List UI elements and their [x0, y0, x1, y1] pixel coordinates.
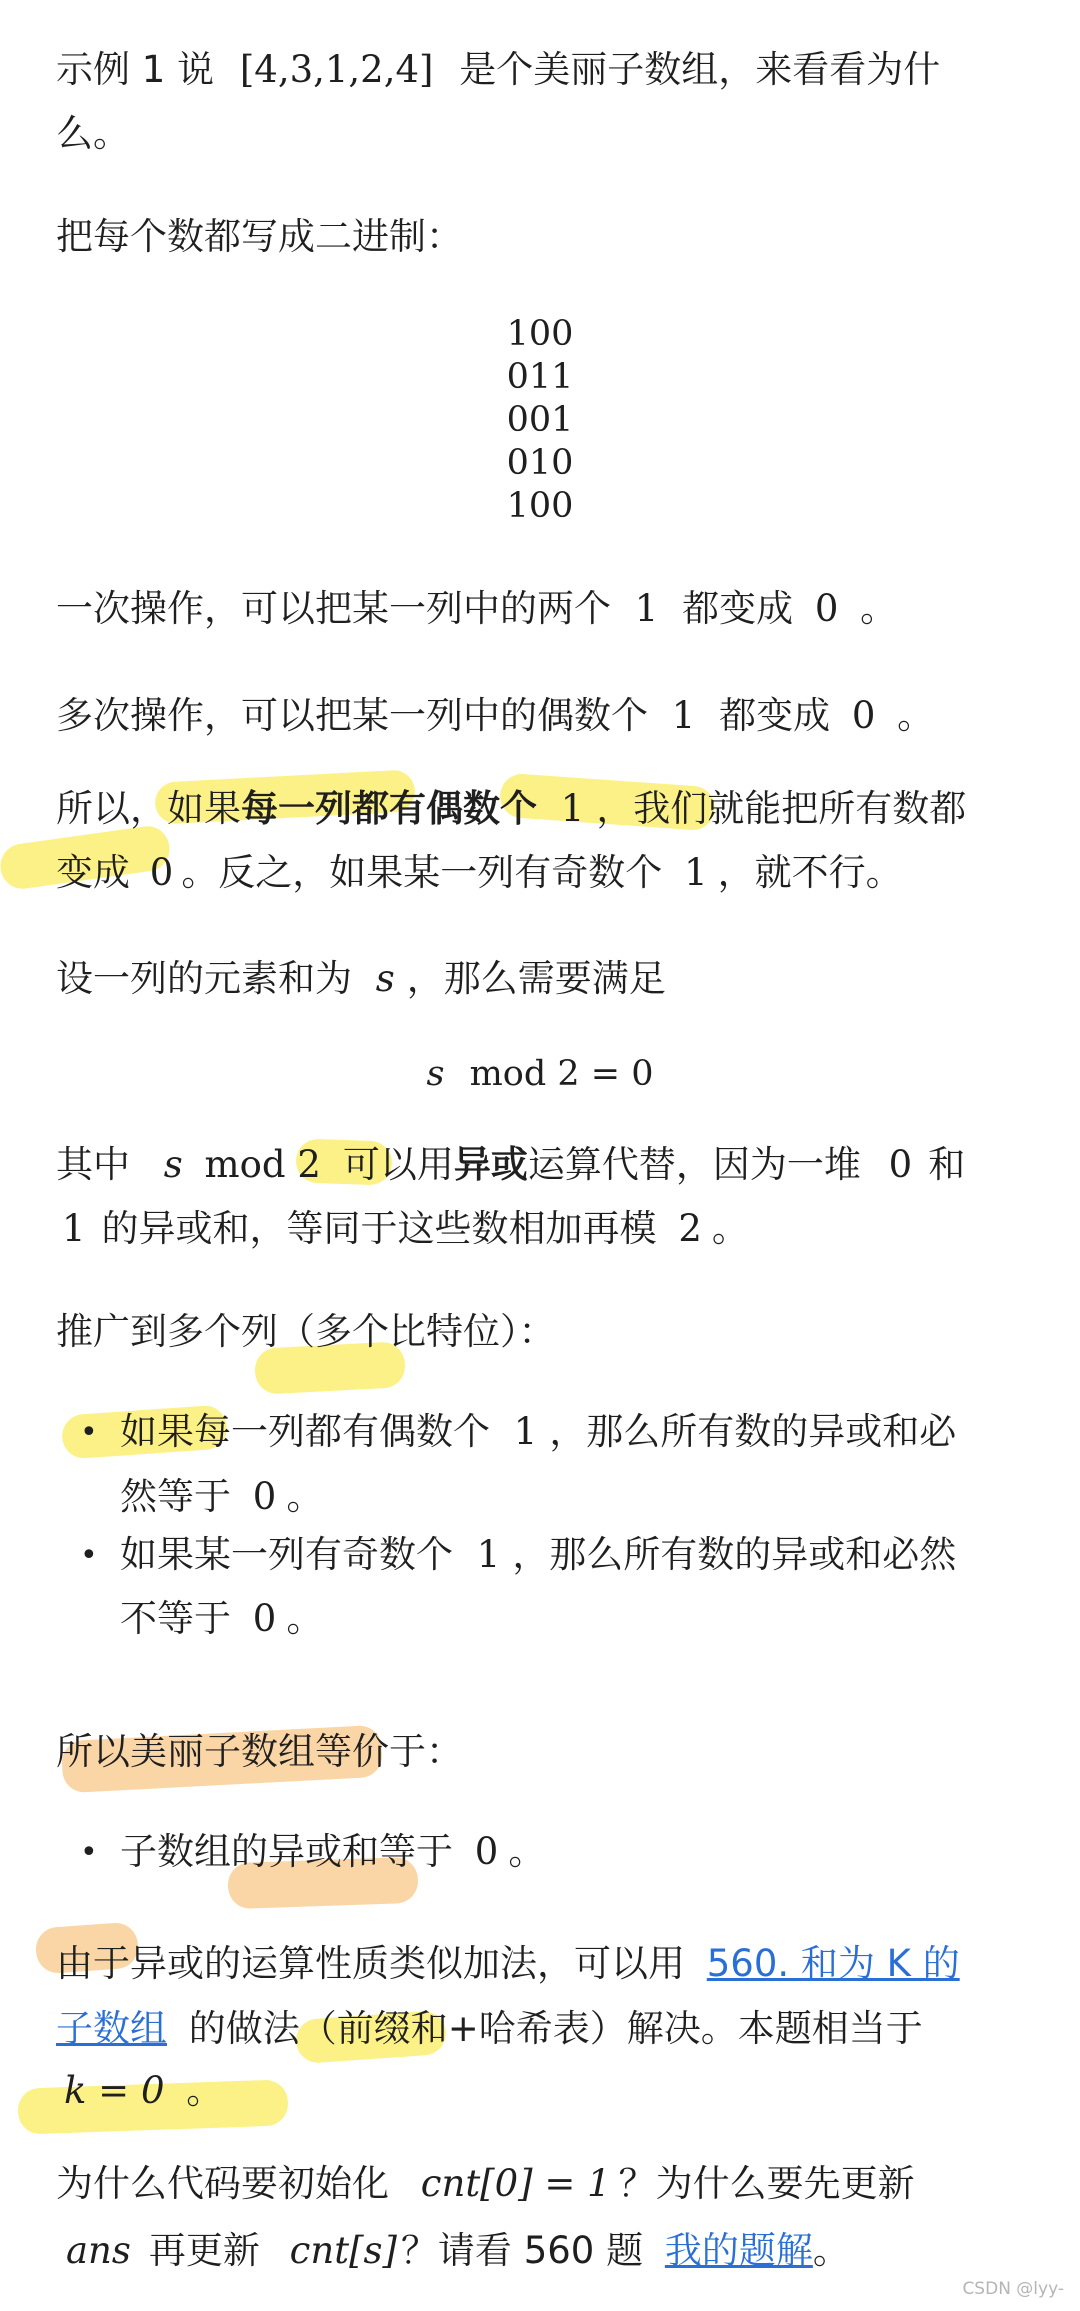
text: 然等于 [120, 1475, 231, 1518]
math-mod: mod 2 = 0 [469, 1054, 654, 1094]
text: 。 [711, 1207, 749, 1250]
sum-line [56, 957, 666, 1000]
text: ，我们就能把所有数都 [596, 787, 967, 830]
text: 。反之，如果某一列有奇数个 [181, 851, 663, 894]
text: 。 [897, 694, 935, 737]
math-ans: ans [66, 2229, 131, 2272]
op-once [56, 587, 898, 630]
intro-line-2 [56, 112, 130, 155]
my-solution-link[interactable]: 我的题解 [664, 2229, 813, 2272]
bullet-2-line-2 [120, 1597, 324, 1640]
so-line-1 [56, 787, 967, 830]
bullet-2-line-1 [120, 1533, 957, 1576]
intro-text: 么。 [56, 112, 130, 155]
math-one: 1 [560, 787, 585, 830]
binary-intro [56, 215, 463, 258]
math-one: 1 [62, 1207, 86, 1250]
text: 所以，如果 [56, 787, 241, 830]
bullet-dot: • [80, 1415, 98, 1450]
text: 。 [860, 587, 898, 630]
text: 不等于 [120, 1597, 231, 1640]
similar-line-2 [56, 2007, 923, 2050]
bullet-dot: • [80, 1835, 98, 1870]
why-line-1 [56, 2162, 915, 2205]
bullet-dot: • [80, 1538, 98, 1573]
math-one: 1 [476, 1533, 501, 1576]
text: ，那么需要满足 [406, 957, 666, 1000]
math-s: s [426, 1054, 445, 1094]
text: 所以美丽子数组等价于： [56, 1730, 463, 1773]
binary-row: 011 [506, 357, 574, 397]
intro-text: 示例 1 说 [56, 48, 215, 91]
binary-row: 100 [506, 314, 574, 354]
math-k-zero: k = 0 [64, 2069, 165, 2112]
math-cnt0: cnt[0] = 1 [420, 2162, 611, 2205]
math-one: 1 [513, 1410, 538, 1453]
similar-line-3 [56, 2069, 224, 2112]
text: 的异或和，等同于这些数相加再模 [101, 1207, 657, 1250]
text: 。 [286, 1475, 324, 1518]
text: 推广到多个列（多个比特位）： [56, 1310, 556, 1353]
xor-line-1 [56, 1143, 966, 1186]
math-zero: 0 [474, 1830, 499, 1873]
text: 可以用 [342, 1143, 454, 1186]
text: 由于异或的运算性质类似加法，可以用 [56, 1942, 685, 1985]
binary-row: 001 [506, 400, 574, 440]
text: ，就不行。 [717, 851, 903, 894]
bold-text: 异或 [453, 1143, 528, 1186]
text: ，那么所有数的异或和必 [549, 1410, 957, 1453]
math-s: s [163, 1143, 183, 1186]
equation [0, 1054, 1080, 1094]
why-line-2 [56, 2229, 850, 2272]
text: 如果每一列都有偶数个 [120, 1410, 490, 1453]
so-line-2 [56, 851, 903, 894]
math-zero: 0 [851, 694, 876, 737]
math-s: s [375, 957, 395, 1000]
text: 子数组的异或和等于 [120, 1830, 453, 1873]
bullet-1-line-2 [120, 1475, 324, 1518]
problem-560-link-cont[interactable]: 子数组 [56, 2007, 167, 2050]
bullet-3 [120, 1830, 546, 1873]
math-one: 1 [671, 694, 696, 737]
math-mod: mod 2 [204, 1143, 321, 1186]
text: 和 [928, 1143, 966, 1186]
math-zero: 0 [252, 1597, 277, 1640]
math-zero: 0 [888, 1143, 913, 1186]
text: 一次操作，可以把某一列中的两个 [56, 587, 611, 630]
text: 。 [812, 2229, 850, 2272]
text: 。 [286, 1597, 324, 1640]
text: ？为什么要先更新 [618, 2162, 915, 2205]
text: ，那么所有数的异或和必然 [512, 1533, 957, 1576]
text: 。 [508, 1830, 546, 1873]
op-many [56, 694, 935, 737]
math-zero: 0 [814, 587, 839, 630]
binary-row: 010 [506, 443, 574, 483]
math-zero: 0 [149, 851, 174, 894]
text: 都变成 [719, 694, 831, 737]
text: 多次操作，可以把某一列中的偶数个 [56, 694, 648, 737]
math-zero: 0 [252, 1475, 277, 1518]
watermark: CSDN @lyy- [962, 2279, 1064, 2299]
bold-text: 每一列都有偶数个 [241, 787, 537, 830]
text: 为什么代码要初始化 [56, 2162, 389, 2205]
array-formula: [4,3,1,2,4] [239, 48, 434, 91]
math-one: 1 [634, 587, 659, 630]
text: 的做法（前缀和+哈希表）解决。本题相当于 [188, 2007, 923, 2050]
text: 如果某一列有奇数个 [120, 1533, 453, 1576]
bullet-1-line-1 [120, 1410, 957, 1453]
similar-line-1 [56, 1942, 960, 1985]
text: ？请看 560 题 [400, 2229, 644, 2272]
math-one: 1 [684, 851, 708, 894]
text: 再更新 [148, 2229, 260, 2272]
equiv [56, 1730, 463, 1773]
binary-intro-text: 把每个数都写成二进制： [56, 215, 463, 258]
text: 都变成 [682, 587, 794, 630]
math-two: 2 [678, 1207, 702, 1250]
text: 变成 [56, 851, 130, 894]
generalize [56, 1310, 556, 1353]
xor-line-2 [56, 1207, 749, 1250]
binary-row: 100 [506, 486, 574, 526]
text: 。 [186, 2069, 224, 2112]
text: 运算代替，因为一堆 [527, 1143, 861, 1186]
math-cnt-s: cnt[s] [289, 2229, 397, 2272]
problem-560-link[interactable]: 560. 和为 K 的 [706, 1942, 960, 1985]
intro-line-1 [56, 48, 941, 91]
intro-text: 是个美丽子数组，来看看为什 [459, 48, 941, 91]
text: 设一列的元素和为 [56, 957, 352, 1000]
text: 其中 [56, 1143, 130, 1186]
